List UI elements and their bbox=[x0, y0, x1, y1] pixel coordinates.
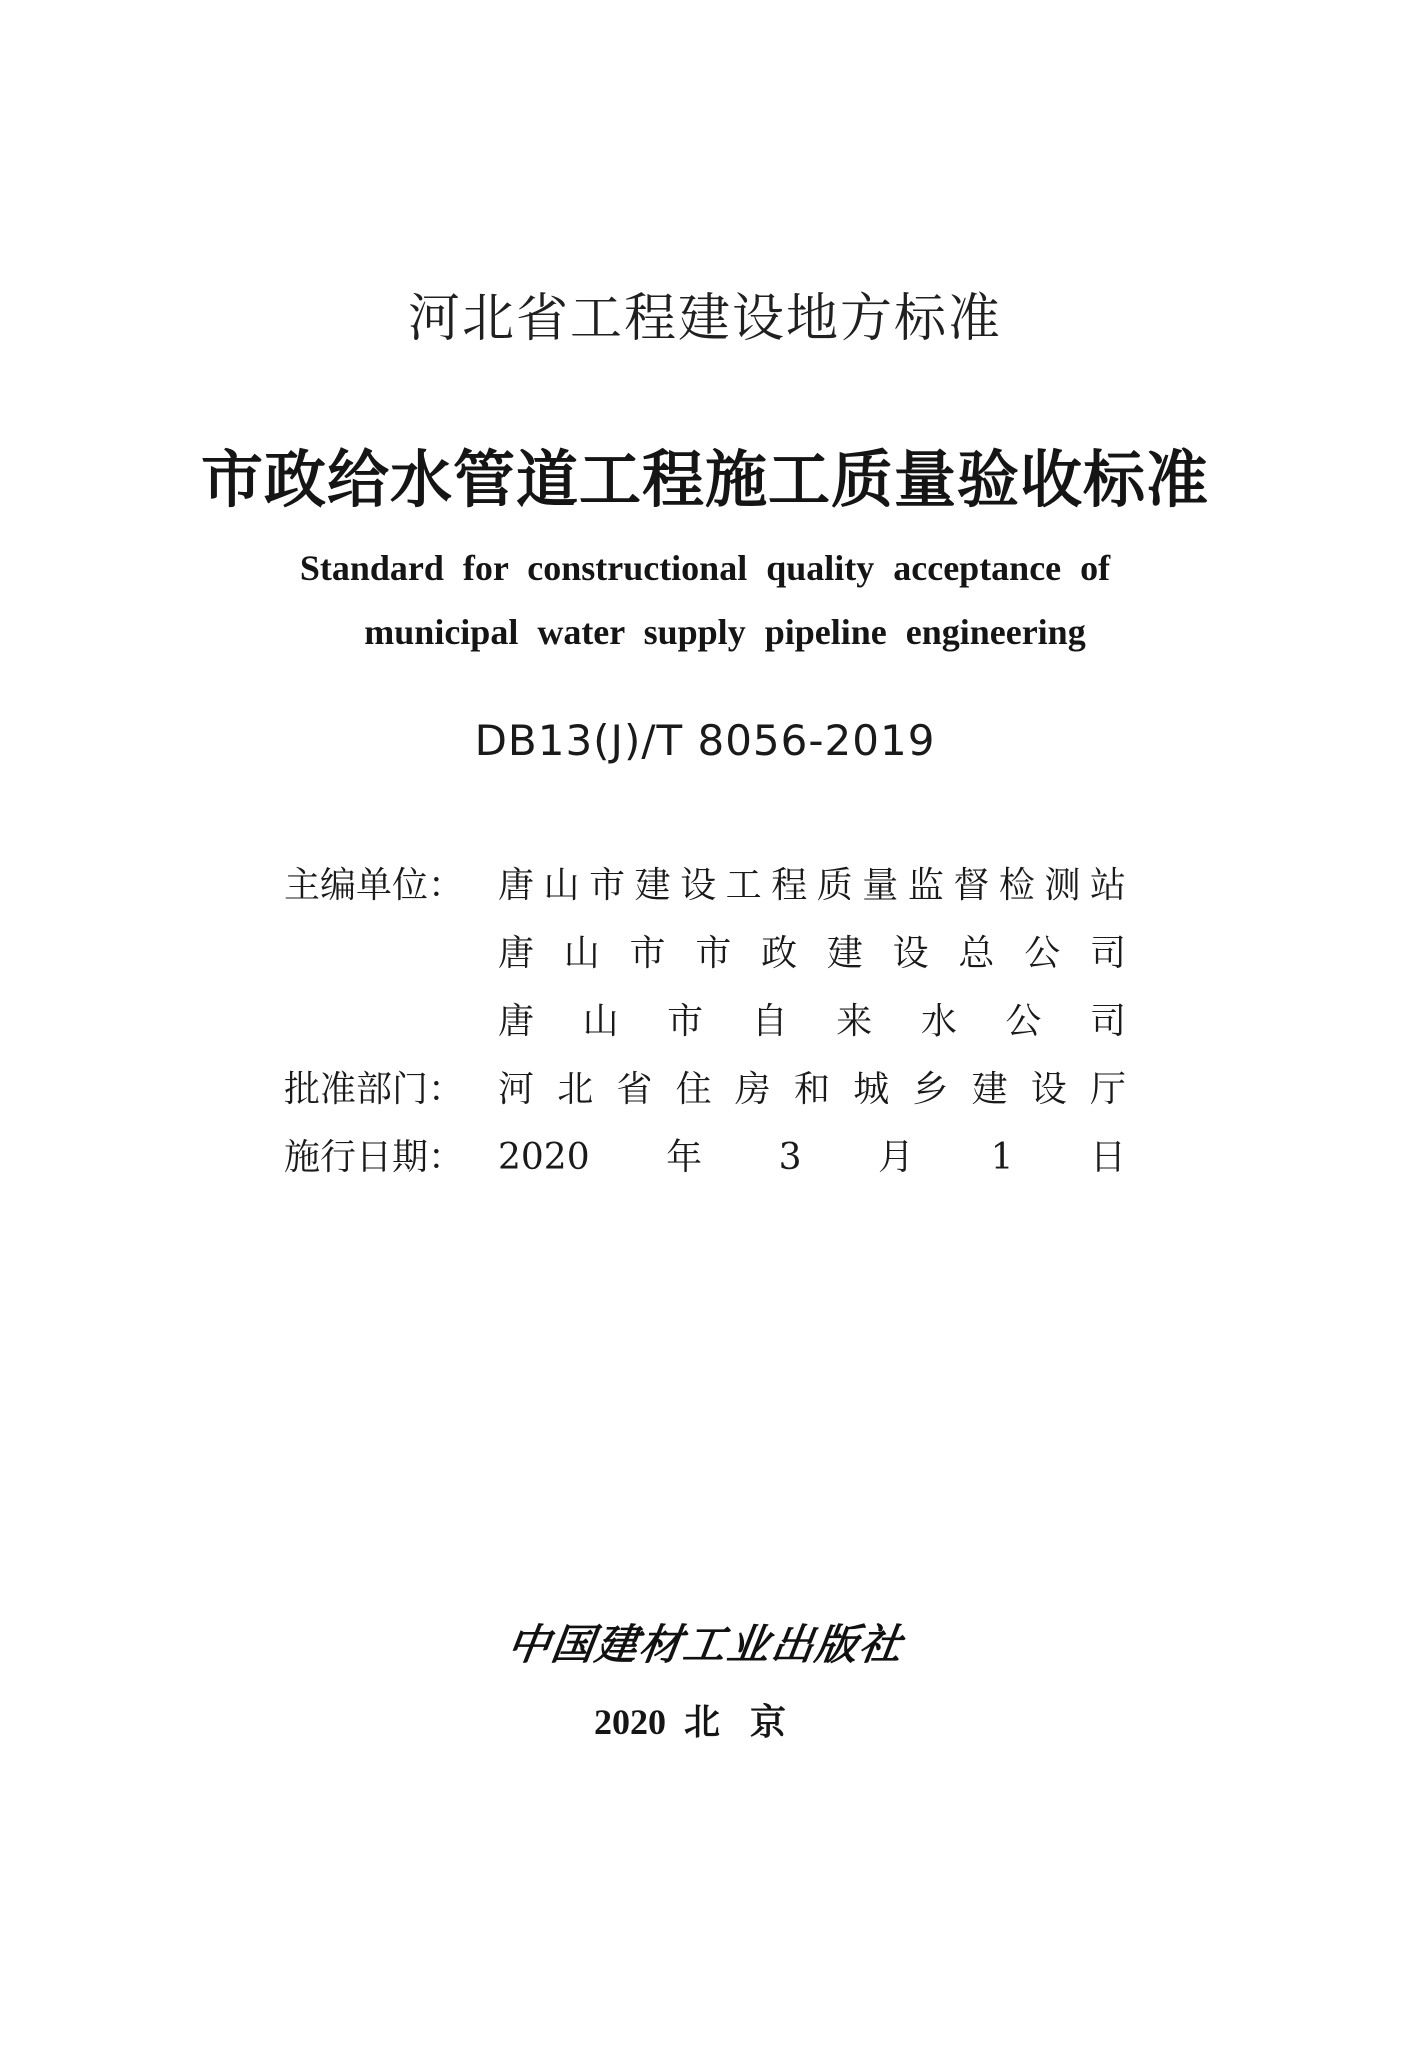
effective-date: 2020年3月1日 bbox=[498, 1136, 1126, 1178]
editor-name: 唐山市建设工程质量监督检测站 bbox=[498, 864, 1126, 906]
publisher-logo-char: 社 bbox=[856, 1620, 905, 1669]
publisher-logo-char: 出 bbox=[768, 1620, 818, 1669]
publish-year: 2020 bbox=[593, 1702, 666, 1742]
series-title: 河北省工程建设地方标准 bbox=[407, 289, 1002, 349]
publisher-logo-char: 建 bbox=[592, 1620, 642, 1669]
editor-row-3 bbox=[284, 984, 1134, 1052]
approver-name: 河北省住房和城乡建设厅 bbox=[498, 1068, 1126, 1110]
publisher-logo-char: 工 bbox=[680, 1620, 730, 1669]
editor-row-1 bbox=[284, 848, 1134, 916]
publisher-logo-char: 材 bbox=[636, 1620, 686, 1669]
approver-row bbox=[284, 1052, 1134, 1120]
editor-row-2 bbox=[284, 916, 1134, 984]
editor-name: 唐山市自来水公司 bbox=[498, 1000, 1126, 1042]
approver-label: 批准部门： bbox=[284, 1068, 465, 1110]
date-label: 施行日期： bbox=[284, 1136, 465, 1178]
title-english-line-2: municipal water supply pipeline engineering bbox=[364, 612, 1086, 652]
publish-place bbox=[0, 1694, 1410, 1745]
publisher-logo-char: 国 bbox=[548, 1620, 598, 1669]
editor-name: 唐山市市政建设总公司 bbox=[498, 932, 1126, 974]
publisher-logo-char: 中 bbox=[504, 1620, 554, 1669]
date-row bbox=[284, 1120, 1134, 1188]
publish-city: 北京 bbox=[683, 1702, 816, 1742]
title-chinese: 市政给水管道工程施工质量验收标准 bbox=[200, 443, 1209, 516]
editor-label: 主编单位： bbox=[284, 864, 465, 906]
publisher-logo bbox=[504, 1612, 906, 1672]
title-english-line-1: Standard for constructional quality acceptance of bbox=[299, 548, 1111, 588]
standard-code: DB13(J)/T 8056-2019 bbox=[474, 716, 936, 765]
publisher-logo-char: 业 bbox=[724, 1620, 774, 1669]
publisher-logo-char: 版 bbox=[812, 1620, 861, 1669]
info-block bbox=[284, 848, 1134, 1188]
